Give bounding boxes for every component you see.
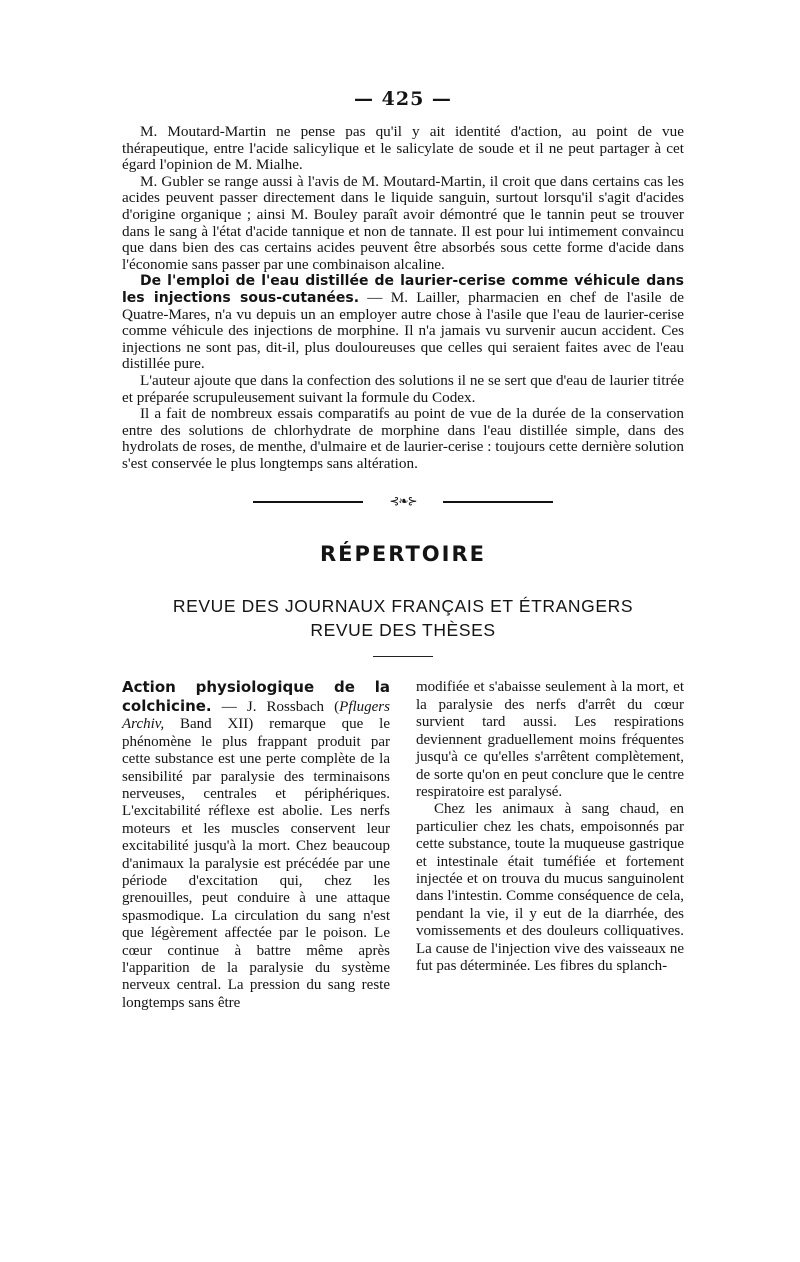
article-continuation: modifiée et s'abaisse seulement à la mort, et la paralysie des nerfs d'arrêt du cœur survient tard aussi. Les respirations deviennent graduellement moins fréquentes jusqu'à ce qu'elles s'arrêtent complètement, de sorte qu'on en peut conclure que le centre respiratoire est paralysé. <box>416 679 684 800</box>
section-title: RÉPERTOIRE <box>320 542 486 567</box>
paragraph-auteur: L'auteur ajoute que dans la confection des solutions il ne se sert que d'eau de laurier titrée et préparée scrupuleusement suivant la formule du Codex. <box>122 371 684 406</box>
article-animaux: Chez les animaux à sang chaud, en particulier chez les chats, empoisonnés par cette substance, toute la muqueuse gastrique et intestinale était tuméfiée et fortement injectée et on trouva du mucus sanguinolent dans l'intestin. Comme conséquence de cela, pendant la vie, il y eut de la diarrhée, des vomissements et des douleurs colliquatives. La cause de l'injection vive des vaisseaux ne fut pas déterminée. Les fibres du splanch- <box>416 801 684 974</box>
paragraph-laurier-cerise <box>122 273 684 373</box>
article-author: — J. Rossbach ( <box>211 698 340 715</box>
document-page <box>122 88 684 1012</box>
page-number: — 425 — <box>354 88 452 110</box>
divider <box>373 656 433 657</box>
paragraph-moutard-martin: M. Moutard-Martin ne pense pas qu'il y ait identité d'action, au point de vue thérapeutique, entre l'acide salicylique et le salicylate de soude et il ne peut partager à cet égard l'opinion de M. Mialhe. <box>122 123 684 174</box>
paragraph-gubler: M. Gubler se range aussi à l'avis de M. Moutard-Martin, il croit que dans certains cas les acides peuvent passer directement dans le liquide sanguin, surtout lorsqu'il s'agit d'acides d'origine organique ; ainsi M. Bouley paraît avoir démontré que le tannin peut se trouver dans le sang à l'état d'acide tannique et non de tannate. Il est pour lui intimement convaincu que dans bien des cas certains acides peuvent être absorbés sous cette forme d'acide dans l'économie sans passer par une combinaison alcaline. <box>122 172 684 273</box>
article-colchicine <box>122 679 390 1012</box>
ornament-icon: ⊰❧⊱ <box>363 494 443 508</box>
left-column <box>122 679 390 1012</box>
ornamental-rule <box>253 494 553 508</box>
paragraph-essais: Il a fait de nombreux essais comparatifs au point de vue de la durée de la conservation entre des solutions de chlorhydrate de morphine dans l'eau distillée simple, dans des hydrolats de roses, de menthe, d'ulmaire et de laurier-cerise : toujours cette dernière solution s'est conservée le plus longtemps sans altération. <box>122 405 684 472</box>
article-journal: Pflugers Archiv, <box>122 698 390 733</box>
article-text: Band XII) remarque que le phénomène le plus frappant produit par cette substance est une perte complète de la sensibilité par paralysie des terminaisons nerveuses, centrales et périphériques. L'excitabilité réflexe est abolie. Les nerfs moteurs et les muscles conservent leur excitabilité jusqu'à la mort. Chez beaucoup d'animaux la paralysie est précédée par une période d'excitation qui, chez les grenouilles, peut conduire à une attaque spasmodique. La circulation du sang n'est que légèrement affectée par le poison. Le cœur continue à battre même après l'apparition de la paralysie du système nerveux central. La pression du sang reste longtemps sans être <box>122 716 390 1011</box>
two-column-body <box>122 679 684 1012</box>
right-column <box>416 679 684 1012</box>
paragraph-heading: De l'emploi de l'eau distillée de laurier-cerise comme véhicule dans les injections sous-cutanées. <box>122 273 684 306</box>
paragraph-body: — M. Lailler, pharmacien en chef de l'asile de Quatre-Mares, n'a vu depuis un an employer autre chose à l'asile que l'eau de laurier-cerise comme véhicule des injections de morphine. Il n'a jamais vu survenir aucun accident. Ces injections ne sont pas, dit-il, plus douloureuses que celles qui seraient faites avec de l'eau distillée pure. <box>122 288 684 373</box>
subtitle-journaux: REVUE DES JOURNAUX FRANÇAIS ET ÉTRANGERS <box>172 596 634 617</box>
article-title: Action physiologique de la colchicine. <box>122 678 390 715</box>
subtitle-theses: REVUE DES THÈSES <box>310 620 496 641</box>
